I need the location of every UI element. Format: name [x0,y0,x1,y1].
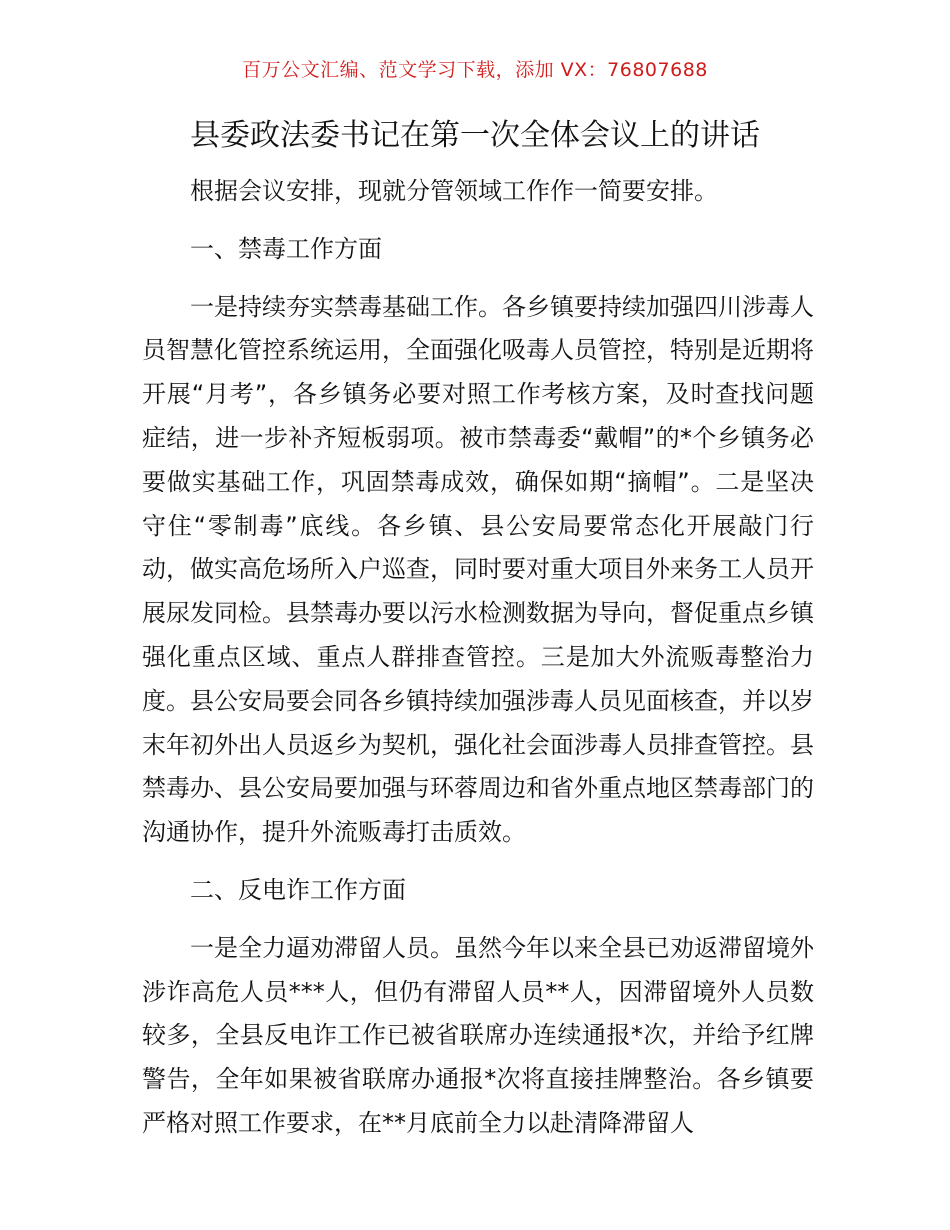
document-body [142,170,814,1146]
header-watermark: 百万公文汇编、范文学习下载，添加 VX：76807688 [242,59,708,81]
section-paragraph-2: 一是全力逼劝滞留人员。虽然今年以来全县已劝返滞留境外涉诈高危人员***人，但仍有滞留人员**人，因滞留境外人员数较多，全县反电诈工作已被省联席办连续通报*次，并给予红牌警告，全年如果被省联席办通报*次将直接挂牌整治。各乡镇要严格对照工作要求，在**月底前全力以赴清降滞留人 [142,933,814,1137]
document-title: 县委政法委书记在第一次全体会议上的讲话 [190,118,760,153]
intro-paragraph: 根据会议安排，现就分管领域工作作一简要安排。 [190,177,718,205]
section-heading-2: 二、反电诈工作方面 [190,875,406,904]
section-paragraph-1: 一是持续夯实禁毒基础工作。各乡镇要持续加强四川涉毒人员智慧化管控系统运用，全面强化吸毒人员管控，特别是近期将开展“月考”，各乡镇务必要对照工作考核方案，及时查找问题症结，进一步补齐短板弱项。被市禁毒委“戴帽”的*个乡镇务必要做实基础工作，巩固禁毒成效，确保如期“摘帽”。二是坚决守住“零制毒”底线。各乡镇、县公安局要常态化开展敲门行动，做实高危场所入户巡查，同时要对重大项目外来务工人员开展尿发同检。县禁毒办要以污水检测数据为导向，督促重点乡镇强化重点区域、重点人群排查管控。三是加大外流贩毒整治力度。县公安局要会同各乡镇持续加强涉毒人员见面核查，并以岁末年初外出人员返乡为契机，强化社会面涉毒人员排查管控。县禁毒办、县公安局要加强与环蓉周边和省外重点地区禁毒部门的沟通协作，提升外流贩毒打击质效。 [142,292,814,847]
section-heading-1: 一、禁毒工作方面 [190,234,382,263]
